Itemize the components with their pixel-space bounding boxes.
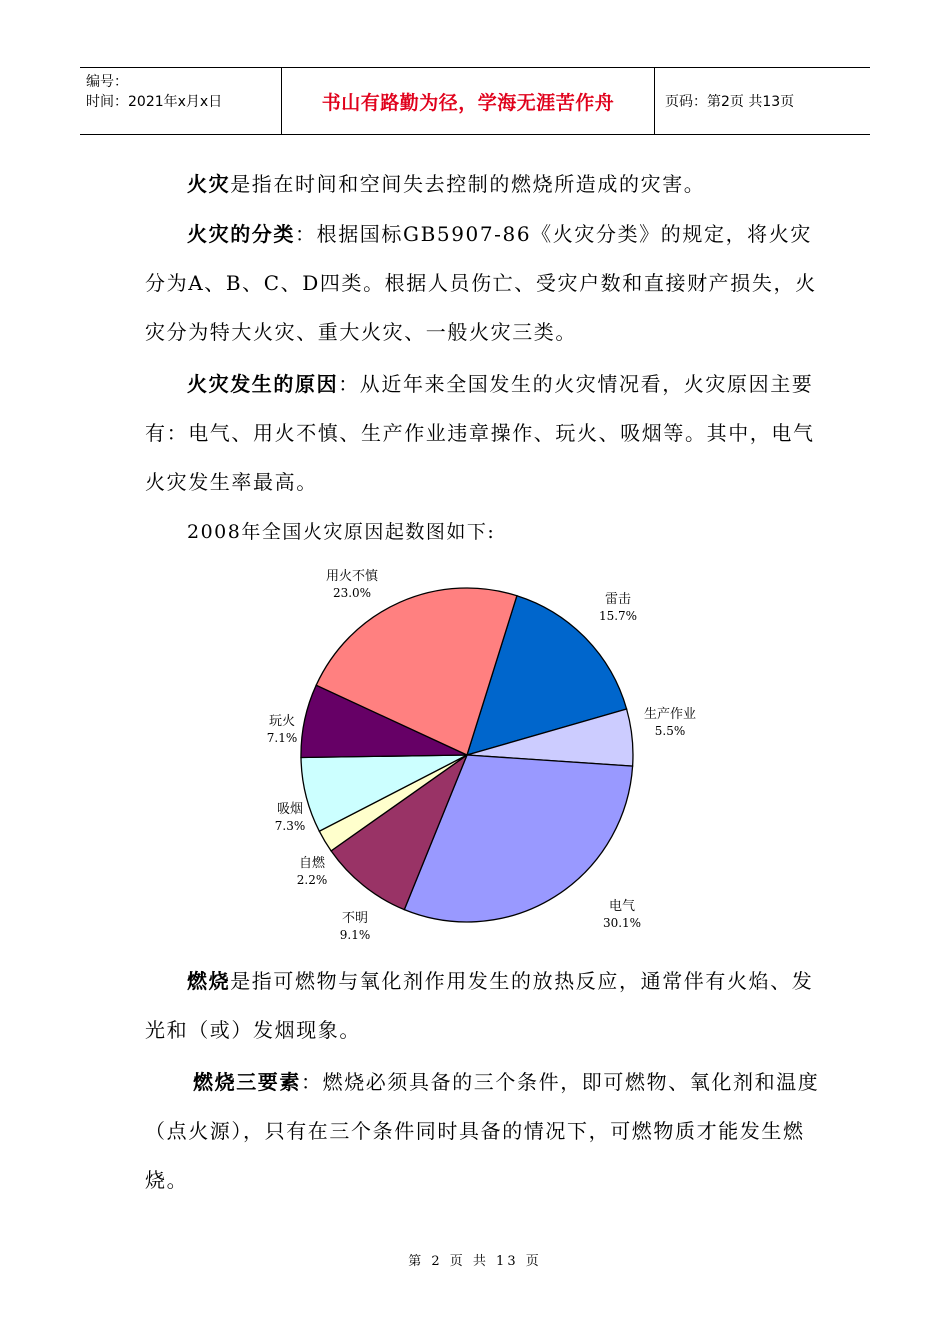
paragraph-text: 是指可燃物与氧化剂作用发生的放热反应，通常伴有火焰、发光和（或）发烟现象。 — [145, 969, 814, 1042]
term-causes: 火灾发生的原因 — [187, 372, 339, 396]
slice-percent: 7.3% — [274, 819, 306, 833]
slice-label: 玩火 — [268, 714, 296, 729]
slice-percent: 2.2% — [296, 873, 328, 887]
slice-percent: 5.5% — [654, 724, 686, 738]
slice-percent: 23.0% — [332, 586, 372, 600]
slice-label: 用火不慎 — [325, 569, 379, 584]
slice-label: 雷击 — [604, 592, 632, 607]
paragraph-text: ：从近年来全国发生的火灾情况看，火灾原因主要有：电气、用火不慎、生产作业违章操作、玩火、吸烟等。其中，电气火灾发生率最高。 — [145, 372, 815, 494]
paragraph-causes — [145, 360, 820, 507]
date-label: 时间：2021年x月x日 — [86, 94, 223, 110]
header-meta — [80, 68, 282, 134]
slice-label: 电气 — [608, 899, 636, 914]
paragraph-text: ：燃烧必须具备的三个条件，即可燃物、氧化剂和温度（点火源），只有在三个条件同时具备的情况下，可燃物质才能发生燃烧。 — [145, 1070, 820, 1192]
page-header — [80, 67, 870, 135]
pie-chart — [240, 555, 720, 945]
slice-label: 生产作业 — [643, 707, 697, 722]
slice-percent: 9.1% — [339, 928, 371, 942]
paragraph-combustion — [145, 957, 820, 1055]
slice-label: 吸烟 — [276, 802, 304, 817]
paragraph-text: ：根据国标GB5907-86《火灾分类》的规定，将火灾分为A、B、C、D四类。根据人员伤亡、受灾户数和直接财产损失，火灾分为特大火灾、重大火灾、一般火灾三类。 — [145, 222, 817, 344]
paragraph-classification — [145, 210, 820, 357]
term-classification: 火灾的分类 — [187, 222, 295, 246]
term-three-elements: 燃烧三要素 — [193, 1070, 301, 1094]
slice-label: 自燃 — [298, 856, 326, 871]
chart-caption: 2008年全国火灾原因起数图如下: — [187, 521, 496, 543]
term-fire: 火灾 — [187, 172, 231, 196]
header-page-label: 页码：第2页 共13页 — [665, 94, 795, 110]
slice-percent: 15.7% — [598, 609, 638, 623]
slice-percent: 7.1% — [266, 731, 298, 745]
paragraph-text: 是指在时间和空间失去控制的燃烧所造成的灾害。 — [230, 172, 706, 196]
page-footer: 第 2 页 共 13 页 — [408, 1254, 542, 1269]
number-label: 编号： — [86, 74, 128, 90]
paragraph-fire — [145, 160, 820, 209]
paragraph-three-elements — [145, 1058, 820, 1205]
term-combustion: 燃烧 — [187, 969, 231, 993]
header-motto: 书山有路勤为径，学海无涯苦作舟 — [282, 68, 655, 134]
slice-percent: 30.1% — [602, 916, 642, 930]
slice-label: 不明 — [341, 911, 369, 926]
